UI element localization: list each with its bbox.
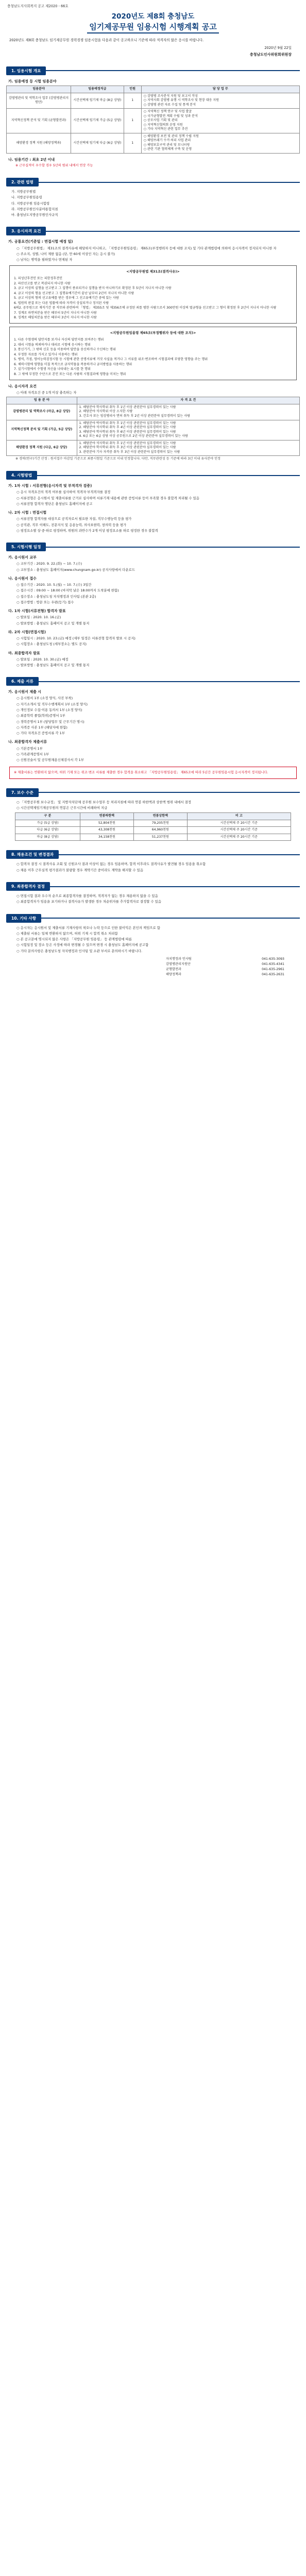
section-title: 9. 최종합격자 결정 [6, 882, 50, 891]
table-cell: 지역혁신정책 분석 및 기획 (균형발전과) [7, 109, 71, 133]
table-cell: 해양환경 정책 지원 (다급, 6급 상당) [7, 440, 77, 456]
section-title: 5. 시험시행 일정 [6, 543, 46, 551]
table-header: 인원 [124, 86, 141, 93]
contact-row [166, 972, 284, 977]
contact-tel: 041-635-2631 [262, 972, 284, 976]
section-title: 2. 관련 법령 [6, 178, 39, 187]
box-line: 7. 실기시험에서 수험생 자신을 나타내는 표시를 한 행위 [14, 367, 91, 371]
box-line: 4. 금고 이상의 형을 선고받고 그 집행유예기간이 끝난 날부터 2년이 지나지 아니한 사람 [14, 291, 134, 295]
list-item: ○ 발표방법 : 충청남도 홈페이지 공고 및 개별 통지 [16, 621, 90, 625]
subsection-title: 라. 2차 시험(면접시험) [8, 630, 46, 634]
table-cell: 1. 해당분야 박사학위 취득 후 1년 이상 관련분야 실무경력이 있는 사람 2. 해당분야 석사학위 취득 후 4년 이상 관련분야 실무경력이 있는 사람 3. 해당분야 학사학위 취득 후 6년 이상 관련분야 실무경력이 있는 사람 4. 6급 또는 6급 상당 이상 공무원으로 2년 이상 관련분야 실무경력이 있는 사람 [77, 420, 299, 440]
list-item: ○ 서류전형 합격자 명단은 충청남도 홈페이지에 공고 [16, 501, 93, 506]
list-item: ○ 제출된 서류는 일체 반환하지 않으며, 허위 기재 시 합격 취소 처리함 [16, 931, 118, 936]
section-divider [46, 231, 300, 232]
table-cell: ○ 해양환경 보전 및 관리 정책 수립 지원 ○ 해양쓰레기 수거·처리 사업 관리 ○ 해양보호구역 관리 및 모니터링 ○ 관련 기관 협력체계 구축 및 운영 [141, 133, 299, 153]
box-line: 4. 부정한 자료를 가지고 있거나 이용하는 행위 [14, 352, 78, 357]
table-row [7, 420, 300, 440]
requirements-table [6, 397, 300, 456]
box-line: 3. 금고 이상의 실형을 선고받고 그 집행이 종료되거나 집행을 받지 아니하기로 확정된 후 5년이 지나지 아니한 사람 [14, 286, 172, 291]
list-item: ○ 서류전형은 응시원서 및 제출서류를 근거로 심사하며 서류기재 내용에 관한 증빙서류 등이 부족할 경우 불합격 처리될 수 있음 [16, 496, 199, 500]
notice-org: 충청남도인사위원회위원장 [249, 52, 292, 57]
box-line: 5. 금고 이상의 형의 선고유예를 받은 경우에 그 선고유예기간 중에 있는 사람 [14, 296, 119, 300]
table-cell: 1 [124, 133, 141, 153]
table-header: 담 당 업 무 [141, 86, 299, 93]
contact-row [166, 967, 284, 972]
table-cell: 52,804천원 [80, 820, 133, 827]
table-cell: 1. 해당분야 석사학위 취득 후 1년 이상 관련분야 실무경력이 있는 사람 2. 해당분야 학사학위 취득 후 3년 이상 관련분야 실무경력이 있는 사람 3. 관련분야 기사 자격증 취득 후 3년 이상 관련분야 실무경력이 있는 사람 [77, 440, 299, 456]
section-divider [50, 886, 300, 887]
box-line: 7. 징계로 파면처분을 받은 때부터 5년이 지나지 아니한 사람 [14, 311, 97, 315]
list-item: ○ 발표일 : 2020. 10. 16.(금) [16, 615, 61, 620]
notice-date: 2020년 9월 22일 [264, 46, 292, 50]
section-title: 1. 임용시험 개요 [6, 66, 46, 75]
section-divider [46, 547, 300, 548]
box-line: 1. 피성년후견인 또는 피한정후견인 [14, 277, 63, 281]
section-9-header [6, 882, 300, 891]
list-item: ○ 평정요소별 상·중·하로 평정하며, 위원의 과반수가 2개 이상 평정요소를 하로 평정한 경우 불합격 [16, 528, 158, 533]
page-title-line1: 2020년도 제8회 충청남도 [111, 12, 195, 21]
table-cell: 시간선택제 임기제 다급 (6급 상당) [71, 133, 124, 153]
table-cell: 1 [124, 109, 141, 133]
section-title: 6. 제출 서류 [6, 677, 39, 686]
subsection-title: 가. 응시원서 제출 시 [8, 690, 42, 694]
table-cell: 43,308천원 [80, 827, 133, 834]
section-title: 10. 기타 사항 [6, 914, 41, 923]
box-title: <지방공무원법 제31조(결격사유)> [126, 269, 180, 274]
list-item: ○ 접수장소 : 충청남도청 자치행정과 인사팀 (본관 2층) [16, 594, 96, 599]
table-row [15, 827, 291, 834]
list-item: 가. 지방공무원법 [11, 190, 36, 194]
section-1-header [6, 66, 300, 75]
list-item: ○ 접수시간 : 09:00 ~ 18:00 (마지막 날은 18:00까지 도착분에 한함) [16, 588, 119, 593]
table-header: 임 용 분 야 [7, 397, 77, 404]
table-cell: 시간선택제 임기제 마급 (8급 상당) [71, 93, 124, 109]
list-item: 마. 충청남도지방공무원인사규칙 [11, 213, 58, 217]
contact-dept: 균형발전과 [166, 967, 181, 971]
table-cell: 시간선택제 주 20시간 기준 [187, 834, 291, 841]
page-title-text: 임기제공무원 임용시험 시행계획 공고 [87, 22, 219, 33]
legal-box-misconduct [9, 327, 297, 380]
list-item: ○ 가족관계증명서 1부 [16, 752, 49, 756]
contact-dept: 감염병관리지원단 [166, 962, 191, 966]
box-line: 5. 병역, 가점, 영어능력검정시험 등 시험에 관한 증명서류에 거짓 사실을 적거나 그 서류를 위조·변조하여 시험결과에 부당한 영향을 주는 행위 [14, 358, 208, 362]
list-item: 다. 지방공무원 임용시험령 [11, 201, 50, 206]
positions-table [6, 86, 300, 154]
table-cell: 1. 해당분야 학사학위 취득 후 1년 이상 관련분야 실무경력이 있는 사람 2. 해당분야 석사학위 이상 소지한 사람 3. 간호사 또는 임상병리사 면허 취득 후 2년 이상 관련분야 실무경력이 있는 사람 [77, 404, 299, 420]
list-item: ○ 시간선택제임기제공무원의 연봉은 근무시간에 비례하여 지급 [16, 806, 108, 810]
table-cell: 시간선택제 임기제 가급 (5급 상당) [71, 109, 124, 133]
table-row [7, 93, 300, 109]
list-item: ○ 신원진술서 및 공무원채용신체검사서 각 1부 [16, 758, 84, 762]
list-item: ○ 채용 이후 근무실적 평가결과가 불량할 경우 계약기간 중이라도 계약을 해지할 수 있음 [16, 868, 144, 872]
list-item: ○ 접수기간 : 2020. 10. 5.(월) ~ 10. 7.(수) 3일간 [16, 583, 92, 587]
list-item: ○ 서류전형 합격자를 대상으로 공직자로서 필요한 자질, 직무수행능력 등을 평가 [16, 517, 132, 521]
notice-number: 충청남도지사회복지 공고 제2020 - 66호 [7, 4, 69, 8]
list-item: ○ 접수방법 : 방문 또는 우편(등기) 접수 [16, 600, 74, 604]
subsection-title: 마. 최종합격자 발표 [8, 651, 40, 655]
table-row [7, 109, 300, 133]
table-cell: 다급 (6급 상당) [15, 827, 80, 834]
table-header: 임용분야 [7, 86, 71, 93]
subsection-title: 나. 응시원서 접수 [8, 576, 37, 581]
list-item: 라. 지방공무원인사분야통합지침 [11, 207, 58, 211]
table-cell: 34,158천원 [80, 834, 133, 841]
list-item: ○ 「지방공무원 보수규정」 및 지방자치단체 공무원 보수업무 등 처리지침에 따라 연봉 하한액과 상한액 범위 내에서 결정 [16, 800, 191, 804]
table-row [15, 834, 291, 841]
list-item: ○ 응시자는 응시원서 및 제출서류 기재사항의 착오나 누락 등으로 인한 불이익은 본인의 책임으로 함 [16, 925, 160, 930]
section-6-header [6, 677, 300, 686]
list-item: ○ 응시원서 1부 (소정 양식, 사진 부착) [16, 696, 73, 701]
section-7-header [6, 788, 300, 797]
lead-paragraph: 2020년도 제8회 충청남도 임기제공무원 경력경쟁 임용시험을 다음과 같이 공고하오니 기준에 따라 적격자의 많은 응시를 바랍니다. [9, 38, 204, 42]
subsection-title: 다. 1차 시험(서류전형) 합격자 발표 [8, 609, 66, 614]
table-header: 임용예정직급 [71, 86, 124, 93]
list-item: ○ 경력증명서 1부 (담당업무 및 근무기간 명시) [16, 719, 84, 724]
subsection-title: 나. 임용기간 : 최초 2년 이내 [8, 157, 55, 162]
table-row [15, 820, 291, 827]
legal-box-disqualification [9, 265, 297, 324]
contact-tel: 041-635-2961 [262, 967, 284, 971]
list-item: ○ 기타 문의사항은 충청남도청 자치행정과 인사팀 및 소관 부서로 문의하시기 바랍니다. [16, 948, 142, 953]
subsection-title: 가. 임용예정 등 시험 임용분야 [8, 79, 57, 83]
subsection-title: 나. 2차 시험 : 면접시험 [8, 511, 47, 515]
section-title: 7. 보수 수준 [6, 788, 39, 797]
section-10-header [6, 914, 300, 923]
section-divider [46, 70, 300, 71]
list-item: ○ 발표일 : 2020. 10. 30.(금) 예정 [16, 657, 69, 662]
warning-box: ※ 제출서류는 반환하지 않으며, 허위 기재 또는 위조·변조 서류를 제출한 경우 합격을 취소하고 「지방공무원임용령」 제65조에 따라 5년간 공무원임용시험 응시자격이 정지됩니다. [9, 767, 297, 778]
list-item: ○ 최종합격자가 임용을 포기하거나 결격사유가 발생한 경우 차순위자를 추가합격자로 결정할 수 있음 [16, 900, 162, 904]
box-line: 3. 통신기기, 그 밖의 신호 등을 이용하여 답안을 송신하거나 수신하는 행위 [14, 348, 116, 352]
section-divider [39, 182, 300, 183]
table-cell: 1 [124, 93, 141, 109]
list-item: ○ 응시 자격요건의 적격 여부를 심사하여 적격자·부적격자를 결정 [16, 490, 111, 495]
table-cell: 시간선택제 주 20시간 기준 [187, 827, 291, 834]
table-cell: 해양환경 정책 지원 (해양정책과) [7, 133, 71, 153]
list-item: ○ 개인정보 수집·이용 동의서 1부 (소정 양식) [16, 707, 82, 712]
box-line: 8. 징계로 해임처분을 받은 때부터 3년이 지나지 아니한 사람 [14, 315, 97, 319]
list-item: ○ 시험일시 : 2020. 10. 23.(금) 예정 (세부 일정은 서류전형 합격자 발표 시 공지) [16, 636, 135, 640]
subsection-title: 가. 공통요건(기준일 : 면접시험 예정 일) [8, 240, 73, 244]
section-5-header [6, 543, 300, 551]
list-item: ○ 교부장소 : 충청남도 홈페이지(www.chungnam.go.kr) 공지사항에서 다운로드 [16, 567, 135, 572]
section-divider [37, 475, 300, 476]
contact-row [166, 962, 284, 967]
section-2-header [6, 178, 300, 187]
list-item: ○ 합격자 결정 시 결격사유 조회 및 신원조사 결과 이상이 없는 경우 임용하며, 합격 이후라도 결격사유가 발견될 경우 임용을 취소함 [16, 862, 206, 867]
list-item: ○ 주소지, 성별, 나이 제한 없음 (단, 만 60세 이상인 자는 응시 불가) [16, 251, 115, 256]
contact-dept: 해양정책과 [166, 972, 181, 976]
table-cell: ○ 지역혁신 정책 연구 및 사업 발굴 ○ 국가균형발전 계획 수립 및 성과 분석 ○ 공모사업 기획 및 관리 ○ 지역혁신협의회 운영 지원 ○ 기타 지역혁신 관련 업무 추진 [141, 109, 299, 133]
list-item: ○ 본 공고문에 명시되지 않은 사항은 「지방공무원 임용령」 등 관계법령에 따름 [16, 937, 132, 942]
box-title: <지방공무원임용령 제65조(부정행위자 등에 대한 조치)> [110, 331, 196, 335]
table-row [7, 440, 300, 456]
table-cell: 64,960천원 [133, 827, 187, 834]
list-item: ○ 아래 자격요건 중 1개 이상 충족하는 자 [16, 391, 77, 395]
list-item: ○ 면접시험 결과 우수자 순으로 최종합격자를 결정하며, 적격자가 없는 경우 채용하지 않을 수 있음 [16, 894, 158, 899]
section-title: 8. 채용조건 및 변경결과 [6, 850, 59, 859]
salary-table [15, 812, 291, 841]
table-cell: 감염병관리 및 역학조사 (마급, 8급 상당) [7, 404, 77, 420]
table-header: 구 분 [15, 813, 80, 820]
section-title: 3. 응시자격 요건 [6, 227, 46, 235]
list-item: ○ 공직관, 직무 이해도, 전문지식 및 응용능력, 의사표현력, 창의력 등을 평가 [16, 522, 127, 527]
list-item: 나. 지방공무원임용령 [11, 195, 42, 200]
section-divider [39, 681, 300, 682]
list-item: ○ 최종학력 졸업(학위)증명서 1부 [16, 714, 65, 718]
table-header: 비 고 [187, 813, 291, 820]
table-cell: ○ 감염병 조사분석 지원 및 보고서 작성 ○ 지역사회 감염병 유행 시 역학조사 및 현장 대응 지원 ○ 감염병 관련 자료 수집 및 통계 분석 [141, 93, 299, 109]
box-line: 1. 다른 수험생의 답안지를 보거나 자신의 답안지를 보여주는 행위 [14, 338, 104, 342]
table-header: 자 격 요 건 [77, 397, 299, 404]
section-8-header [6, 850, 300, 859]
section-divider [59, 854, 300, 855]
table-cell: 51,237천원 [133, 834, 187, 841]
contact-list [166, 957, 284, 977]
list-item: ○ 시험장소 : 충청남도청 (세부장소는 별도 공지) [16, 642, 87, 647]
contact-tel: 041-635-3093 [262, 957, 284, 961]
list-item: ○ 교부기간 : 2020. 9. 22.(화) ~ 10. 7.(수) [16, 562, 82, 566]
box-line: 6. 체력시험에 영향을 미칠 목적으로 금지약물을 복용하거나 금지방법을 사용하는 행위 [14, 362, 132, 366]
list-item: ○ 「지방공무원법」 제31조의 결격사유에 해당하지 아니하고, 「지방공무원임용령」 제65조(부정행위자 등에 대한 조치) 및 기타 관계법령에 의하여 응시자격이 정지되지 아니한 자 [16, 246, 277, 250]
list-item: ○ 남자는 병역을 필하였거나 면제된 자 [16, 258, 73, 262]
contact-tel: 041-635-4341 [262, 962, 284, 966]
table-cell: 79,205천원 [133, 820, 187, 827]
section-3-header [6, 227, 300, 235]
box-line: 6. 법원의 판결 또는 다른 법률에 따라 자격이 상실되거나 정지된 사람 [14, 301, 109, 305]
box-line: 6의2. 공무원으로 재직기간 중 직무와 관련하여 「형법」 제355조 및 제356조에 규정된 죄를 범한 사람으로서 300만원 이상의 벌금형을 선고받고 그 형이 확정된 후 2년이 지나지 아니한 사람 [14, 306, 277, 310]
subsection-title: 나. 최종합격자 제출서류 [8, 740, 47, 744]
box-line: 8. 그 밖에 부정한 수단으로 본인 또는 다른 사람의 시험결과에 영향을 미치는 행위 [14, 372, 126, 376]
page-title-line2 [6, 22, 300, 32]
subsection-title: 나. 응시자격 요건 [8, 384, 37, 388]
table-header: 연봉상한액 [133, 813, 187, 820]
table-cell: 감염병관리 및 역학조사 업무 (감염병관리지원단) [7, 93, 71, 109]
table-cell: 시간선택제 주 20시간 기준 [187, 820, 291, 827]
section-title: 4. 시험방법 [6, 471, 37, 480]
table-cell: 가급 (5급 상당) [15, 820, 80, 827]
note-text: ※ 근무실적이 우수할 경우 5년의 범위 내에서 연장 가능 [15, 164, 93, 168]
list-item: ○ 기본증명서 1부 [16, 746, 43, 751]
notice-page [0, 0, 306, 977]
subsection-title: 가. 1차 시험 : 서류전형(응시자격 및 부적격자 검증) [8, 484, 92, 488]
contact-row [166, 957, 284, 962]
section-4-header [6, 471, 300, 480]
table-cell: 마급 (8급 상당) [15, 834, 80, 841]
box-line: 2. 대리 시험을 의뢰하거나 대리로 시험에 응시하는 행위 [14, 343, 91, 347]
table-cell: 지역혁신정책 분석 및 기획 (가급, 5급 상당) [7, 420, 77, 440]
subsection-title: 가. 응시원서 교부 [8, 555, 37, 560]
table-row [7, 133, 300, 153]
list-item: ○ 자기소개서 및 직무수행계획서 1부 (소정 양식) [16, 702, 88, 706]
contact-dept: 자치행정과 인사팀 [166, 957, 192, 961]
box-line: 2. 파산선고를 받고 복권되지 아니한 사람 [14, 281, 71, 285]
table-header: 연봉하한액 [80, 813, 133, 820]
list-item: ○ 발표방법 : 충청남도 홈페이지 공고 및 개별 통지 [16, 663, 90, 667]
list-item: ○ 자격증 사본 1부 (해당자에 한함) [16, 725, 67, 730]
note-text: ※ 경력(연구)기간 산정 : 원서접수 마감일 기준으로 최종시험일 기준으로 이내 인정합니다. 다만, 직무관련성 등 기준에 따라 3년 이내 유사분야 인정 [15, 457, 221, 461]
table-row [7, 404, 300, 420]
list-item: ○ 시험일정 및 장소 등은 사정에 따라 변경될 수 있으며 변경 시 충청남도 홈페이지에 공고함 [16, 943, 149, 947]
list-item: ○ 기타 자격요건 증빙서류 각 1부 [16, 731, 65, 736]
section-divider [41, 918, 300, 919]
section-divider [39, 792, 300, 793]
